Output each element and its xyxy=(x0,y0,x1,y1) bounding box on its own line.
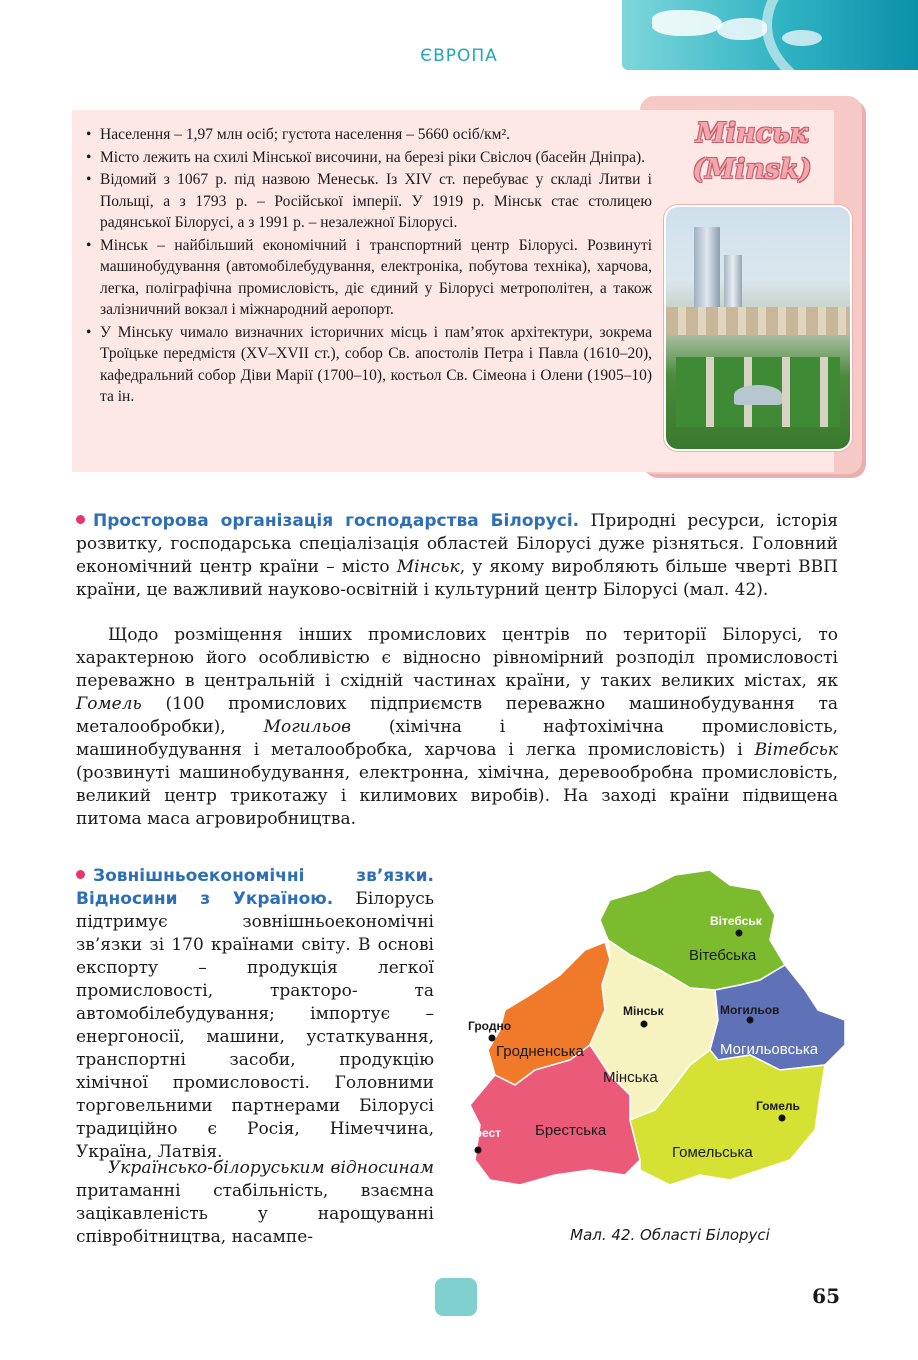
bullet-dot-icon xyxy=(76,515,85,524)
page-number: 65 xyxy=(812,1284,840,1308)
section-heading: Просторова організація господарства Білорусі. xyxy=(93,511,580,531)
region-label: Гомельська xyxy=(672,1144,753,1161)
city-label: Гродно xyxy=(468,1019,512,1033)
page-tab-marker xyxy=(435,1278,477,1316)
term-minsk: Мінськ xyxy=(396,557,460,577)
city-title-ukrainian: Мінськ xyxy=(695,118,809,149)
bullet-dot-icon xyxy=(76,870,85,879)
minsk-photo xyxy=(664,205,852,451)
fact-item: • У Мінську чимало визначних історичних місць і пам’яток архітектури, зокрема Троїцьке передмістя (XV–XVII ст.), собор Св. апостолів Петра і Павла (1610–20), кафедральний собор Діви Марії (1700–10), костьол Св. Сімеона і Олени (1905–10) та ін. xyxy=(86,322,652,408)
city-title-english: (Minsk) xyxy=(692,154,812,185)
region-label: Вітебська xyxy=(689,947,757,964)
city-label: Гомель xyxy=(756,1099,800,1113)
term-mogilev: Могильов xyxy=(263,717,351,737)
city-label: Вітебськ xyxy=(710,914,762,928)
paragraph-foreign-relations: Зовнішньоекономічні зв’язки. Відносини з Україною. Білорусь підтримує зовнішньоекономічні зв’язки зі 170 країнами світу. В основі експорту – продукція легкої промисловості, тракторо- та автомобілебудування; імпортує – енергоносії, машини, устаткування, транспортні засоби, продукцію хімічної промисловості. Головними торговельними партнерами Білорусі традиційно є Росія, Німеччина, Україна, Латвія. xyxy=(76,866,434,1162)
figure-caption: Мал. 42. Області Білорусі xyxy=(570,1226,770,1244)
fact-item: • Місто лежить на схилі Мінської височини, на березі ріки Свіслоч (басейн Дніпра). xyxy=(86,147,652,169)
term-gomel: Гомель xyxy=(76,694,142,714)
region-label: Брестська xyxy=(535,1122,607,1139)
city-facts-list xyxy=(72,110,652,408)
city-dot-mogilev xyxy=(747,1017,754,1024)
fact-item: • Відомий з 1067 р. під назвою Менеськ. Із XIV ст. перебуває у складі Литви і Польщі, а з 1793 р. – Російської імперії. У 1919 р. Мінськ стає столицею радянської Білорусі, а з 1991 р. – незалежної Білорусі. xyxy=(86,169,652,234)
paragraph-industrial-centers: Щодо розміщення інших промислових центрів по території Білорусі, то характерною його особливістю є відносно рівномірний розподіл промисловості переважно в центральній і східній частинах країни, у таких великих містах, як Гомель (100 промислових підприємств переважно машинобудування та металообробки), Могильов (хімічна і нафтохімічна промисловість, машинобудування і металообробка, харчова і легка промисловість) і Вітебськ (розвинуті машинобудування, електронна, хімічна, деревообробна промисловість, великий центр трикотажу і килимових виробів). На заході країни підвищена питома маса агровиробництва. xyxy=(76,625,838,829)
region-label: Могильовська xyxy=(720,1041,819,1058)
term-vitebsk: Вітебськ xyxy=(754,740,838,760)
city-label: Брест xyxy=(466,1126,502,1140)
city-label: Мінськ xyxy=(623,1004,664,1018)
section-title: ЄВРОПА xyxy=(420,46,498,66)
region-label: Гродненська xyxy=(496,1043,584,1060)
city-title xyxy=(648,116,856,188)
paragraph-economy-organization: Просторова організація господарства Білорусі. Природні ресурси, історія розвитку, господарська спеціалізація областей Білорусі дуже різняться. Головний економічний центр країни – місто Мінськ, у якому виробляють більше чверті ВВП країни, це важливий науково-освітній і культурний центр Білорусі (мал. 42). xyxy=(76,511,838,600)
fact-item: • Мінськ – найбільший економічний і транспортний центр Білорусі. Розвинуті машинобудування (автомобілебудування, електроніка, побутова техніка), харчова, легка, поліграфічна промисловість, діє єдиний у Білорусі метрополітен, а також залізничний вокзал і міжнародний аеропорт. xyxy=(86,235,652,321)
city-dot-vitebsk xyxy=(736,930,743,937)
fact-item: • Населення – 1,97 млн осіб; густота населення – 5660 осіб/км². xyxy=(86,124,652,146)
city-label: Могильов xyxy=(720,1003,780,1017)
city-dot-minsk xyxy=(641,1021,648,1028)
belarus-regions-map xyxy=(460,870,860,1220)
paragraph-ukraine-relations: Українсько-білоруським відносинам притаманні стабільність, взаємна зацікавленість у нарощуванні співробітництва, насампе- xyxy=(76,1158,434,1247)
region-label: Мінська xyxy=(603,1069,658,1086)
section-heading: Зовнішньоекономічні зв’язки. Відносини з Україною. xyxy=(76,866,434,909)
city-dot-brest xyxy=(475,1147,482,1154)
city-dot-grodno xyxy=(489,1035,496,1042)
city-dot-gomel xyxy=(779,1115,786,1122)
